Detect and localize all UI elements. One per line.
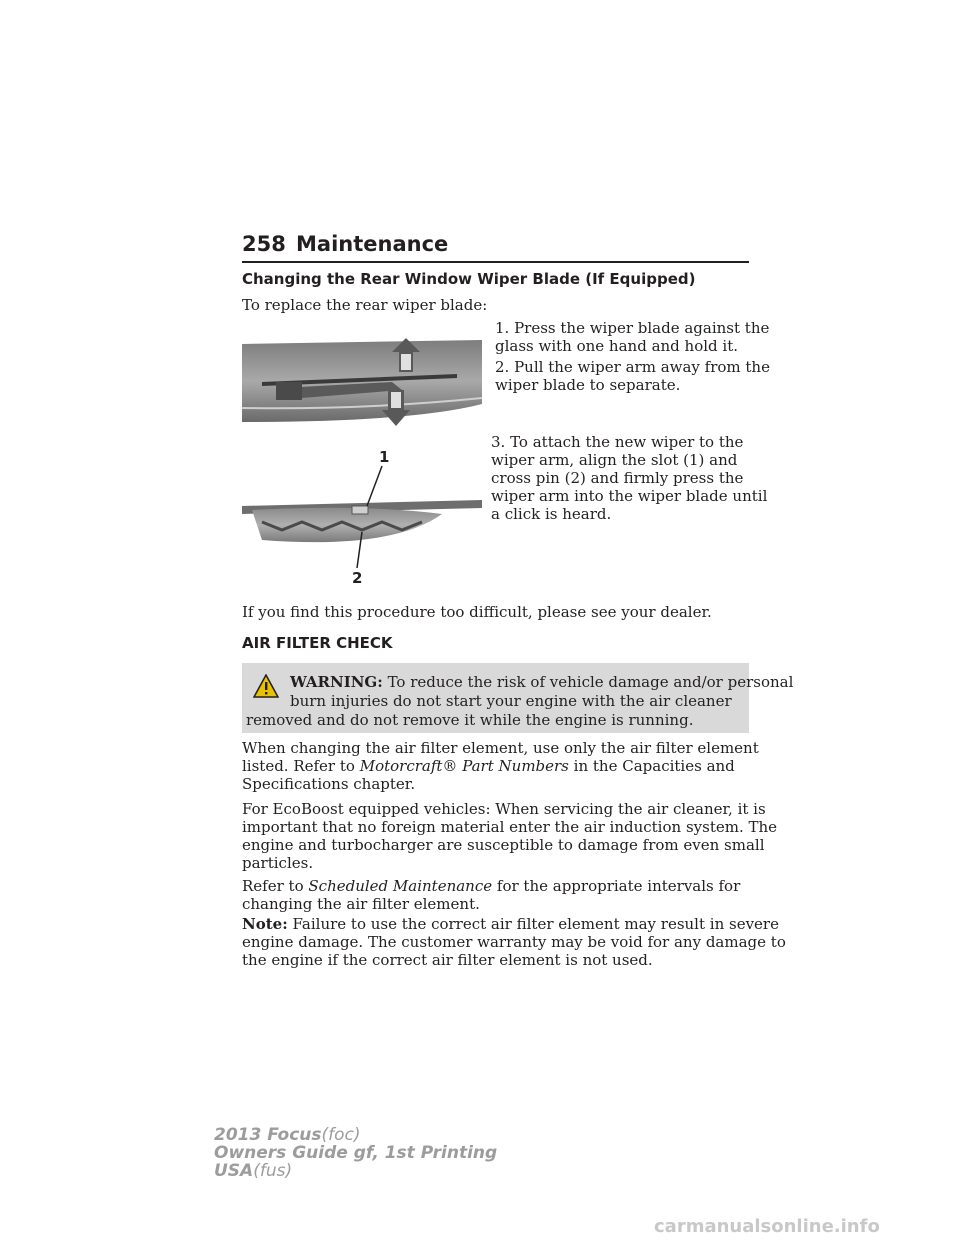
footer-guide: Owners Guide gf, 1st Printing: [214, 1143, 498, 1163]
warning-line1: WARNING: To reduce the risk of vehicle damage and/or personal: [290, 673, 794, 691]
warning-line3: removed and do not remove it while the engine is running.: [246, 711, 694, 729]
callout-1: 1: [379, 448, 390, 466]
para3-line2: changing the air filter element.: [242, 895, 480, 913]
note-line1: Note: Failure to use the correct air filter element may result in severe: [242, 915, 779, 933]
footer-model: 2013 Focus(foc): [214, 1125, 361, 1145]
para1-line3: Specifications chapter.: [242, 775, 416, 793]
air-filter-heading: AIR FILTER CHECK: [242, 634, 393, 652]
step1-line2: glass with one hand and hold it.: [495, 337, 738, 355]
step2-line2: wiper blade to separate.: [495, 376, 681, 394]
para2-line3: engine and turbocharger are susceptible to damage from even small: [242, 836, 765, 854]
wiper-intro: To replace the rear wiper blade:: [242, 296, 488, 314]
wiper-removal-illustration: [242, 338, 482, 430]
page-number: 258: [242, 232, 286, 256]
footer-region: USA(fus): [214, 1161, 293, 1181]
step3-line5: a click is heard.: [491, 505, 612, 523]
step3-line1: 3. To attach the new wiper to the: [491, 433, 744, 451]
para2-line2: important that no foreign material enter the air induction system. The: [242, 818, 778, 836]
wiper-heading: Changing the Rear Window Wiper Blade (If Equipped): [242, 270, 696, 288]
note-line3: the engine if the correct air filter element is not used.: [242, 951, 653, 969]
section-title: Maintenance: [296, 232, 449, 256]
para1-line2: listed. Refer to Motorcraft® Part Numbers in the Capacities and: [242, 757, 735, 775]
header-rule: [242, 261, 749, 263]
warning-line2: burn injuries do not start your engine with the air cleaner: [290, 692, 732, 710]
para3-line1: Refer to Scheduled Maintenance for the appropriate intervals for: [242, 877, 741, 895]
step3-line2: wiper arm, align the slot (1) and: [491, 451, 738, 469]
wiper-attach-illustration: [242, 440, 487, 590]
step3-line3: cross pin (2) and firmly press the: [491, 469, 744, 487]
note-line2: engine damage. The customer warranty may be void for any damage to: [242, 933, 786, 951]
warning-triangle-icon: [253, 674, 279, 698]
watermark[interactable]: carmanualsonline.info: [654, 1216, 880, 1237]
step1-line1: 1. Press the wiper blade against the: [495, 319, 770, 337]
para2-line4: particles.: [242, 854, 314, 872]
callout-2: 2: [352, 569, 363, 587]
step2-line1: 2. Pull the wiper arm away from the: [495, 358, 770, 376]
step3-line4: wiper arm into the wiper blade until: [491, 487, 768, 505]
para2-line1: For EcoBoost equipped vehicles: When servicing the air cleaner, it is: [242, 800, 766, 818]
dealer-note: If you find this procedure too difficult, please see your dealer.: [242, 603, 712, 621]
para1-line1: When changing the air filter element, use only the air filter element: [242, 739, 759, 757]
